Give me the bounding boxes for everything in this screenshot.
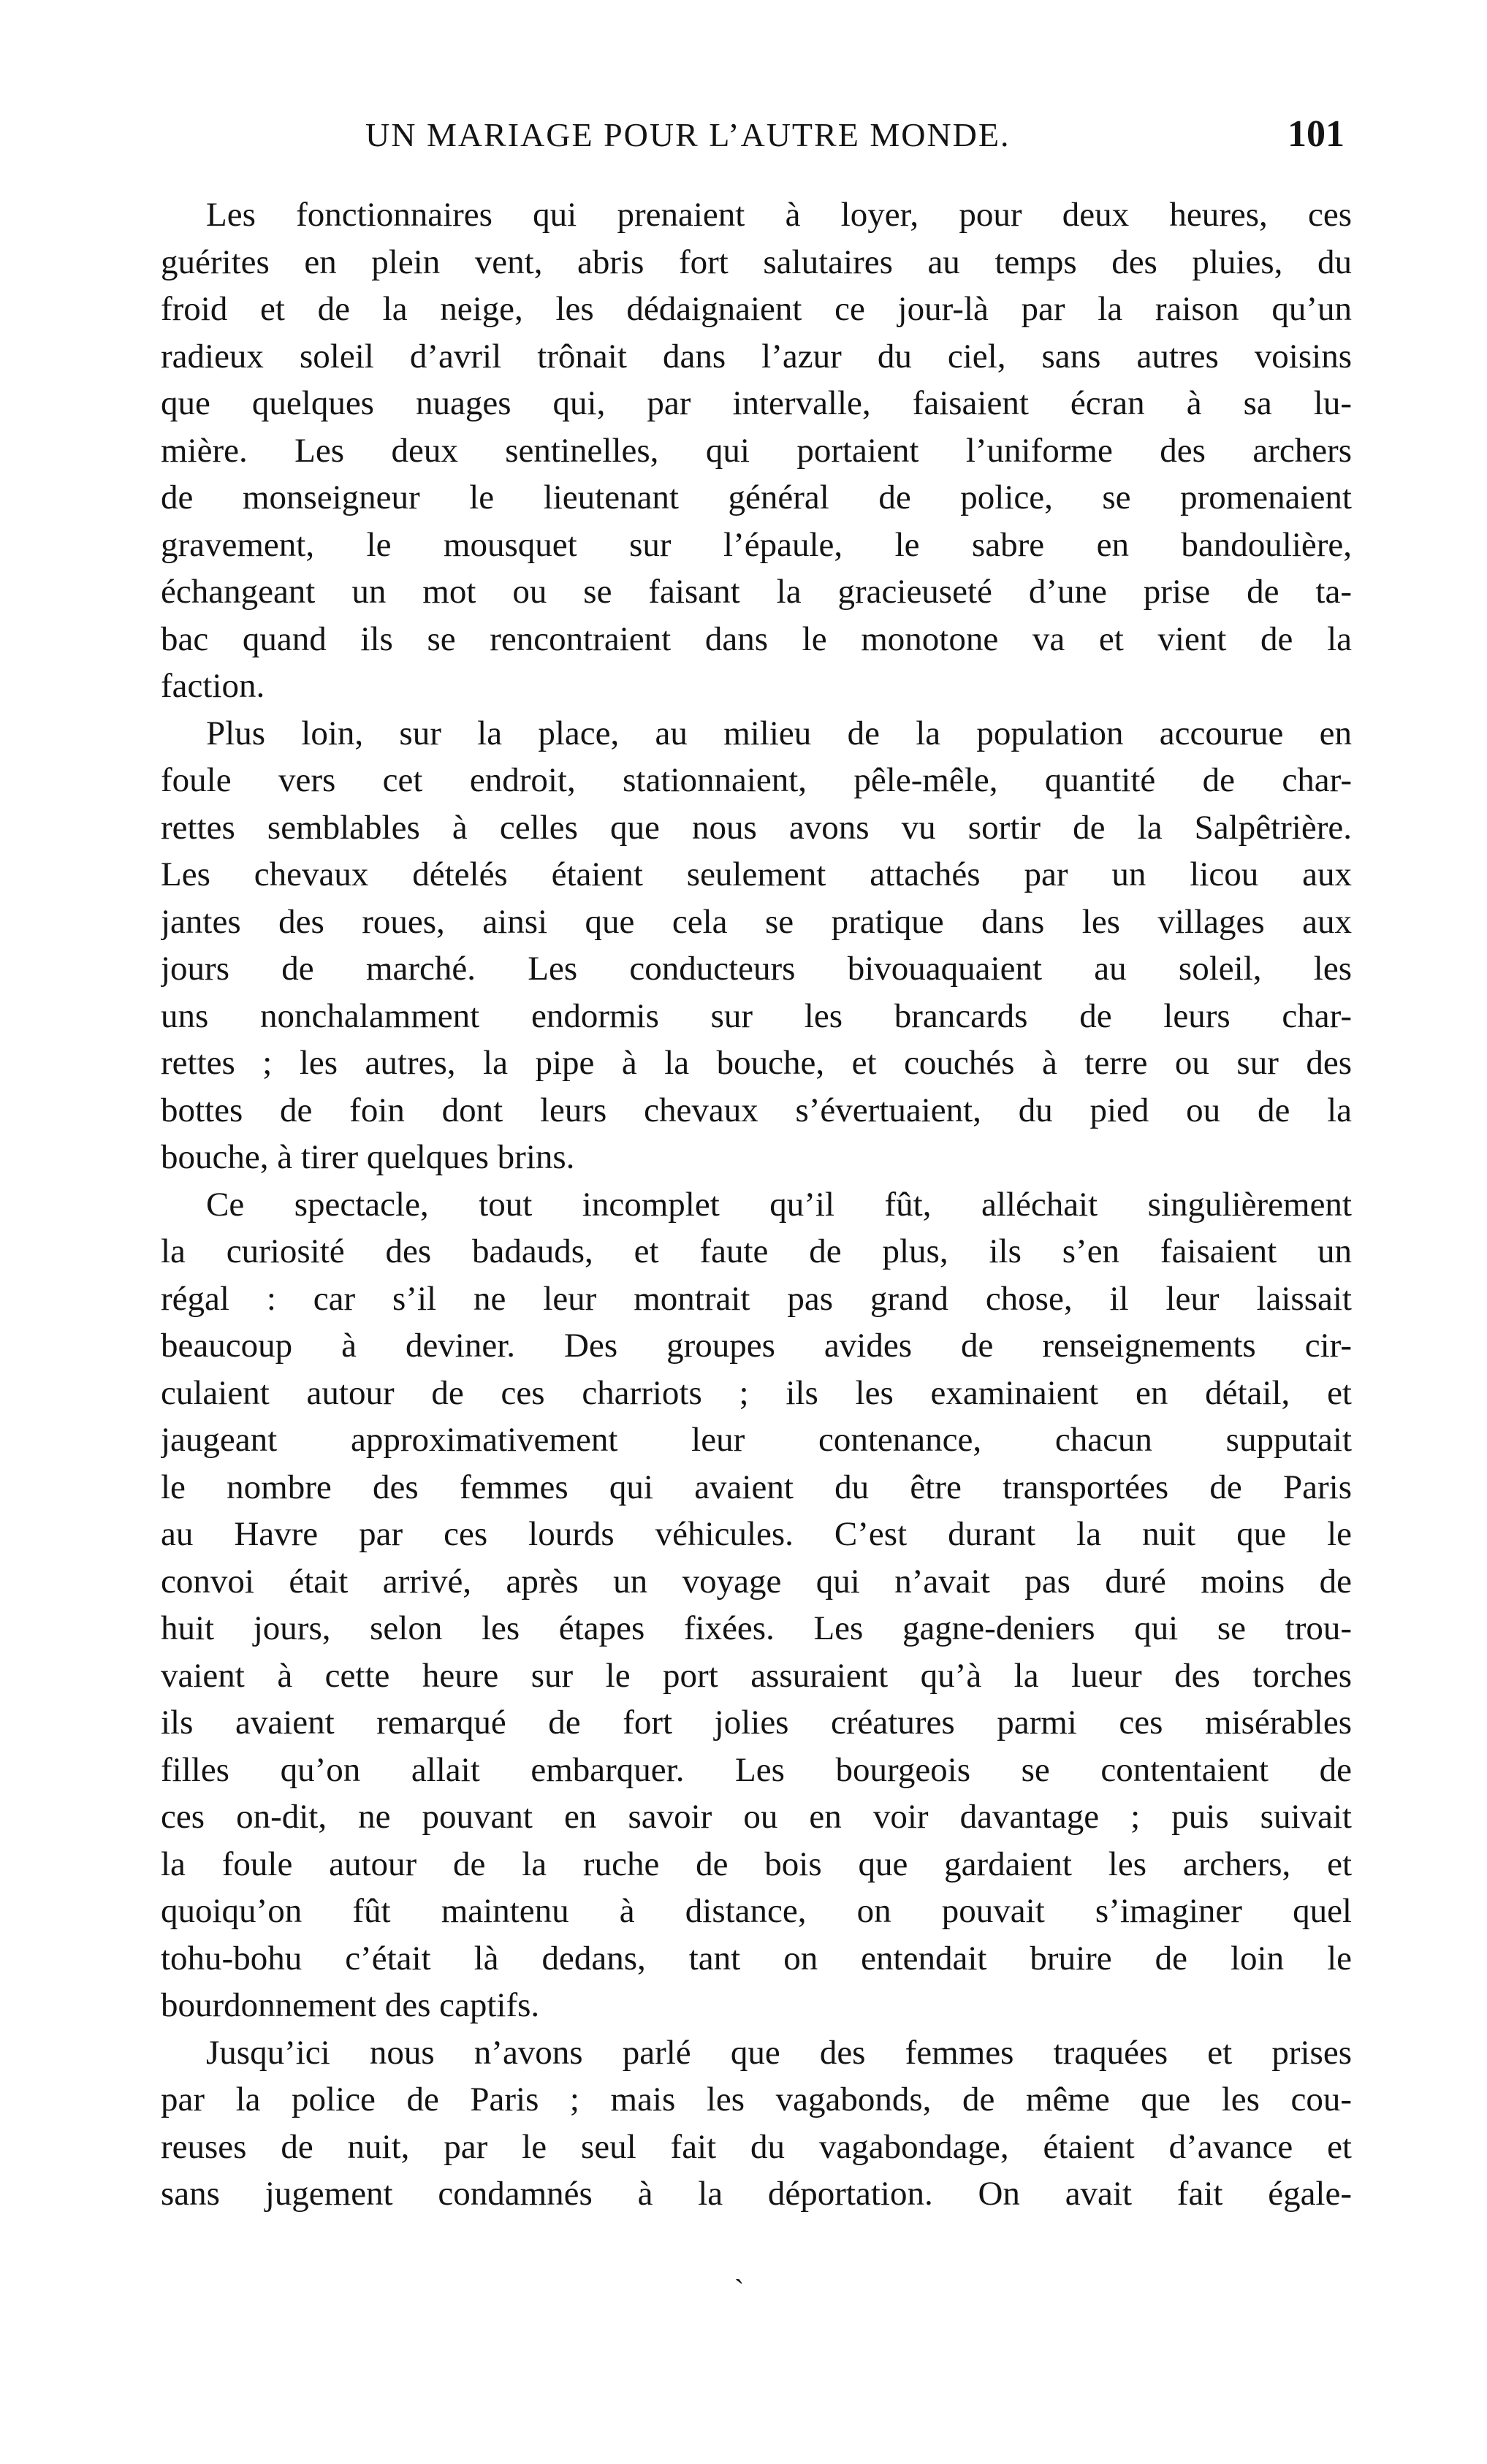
- body-text: [161, 191, 1352, 2218]
- text-line: guérites en plein vent, abris fort salutaires au temps des pluies, du: [161, 243, 1352, 281]
- text-line: au Havre par ces lourds véhicules. C’est durant la nuit que le: [161, 1515, 1352, 1553]
- text-line: faction.: [161, 667, 265, 705]
- text-line: quoiqu’on fût maintenu à distance, on pouvait s’imaginer quel: [161, 1892, 1352, 1930]
- text-line: ces on-dit, ne pouvant en savoir ou en voir davantage ; puis suivait: [161, 1798, 1352, 1836]
- text-line: Les fonctionnaires qui prenaient à loyer, pour deux heures, ces: [206, 196, 1352, 234]
- page-number: 101: [1288, 113, 1345, 155]
- text-line: échangeant un mot ou se faisant la gracieuseté d’une prise de ta-: [161, 573, 1352, 611]
- text-line: uns nonchalamment endormis sur les brancards de leurs char-: [161, 996, 1352, 1035]
- paragraph: [161, 710, 1352, 1181]
- text-line: que quelques nuages qui, par intervalle, faisaient écran à sa lu-: [161, 384, 1352, 422]
- text-line: la foule autour de la ruche de bois que gardaient les archers, et: [161, 1845, 1352, 1883]
- text-line: vaient à cette heure sur le port assuraient qu’à la lueur des torches: [161, 1656, 1352, 1695]
- text-line: jours de marché. Les conducteurs bivouaquaient au soleil, les: [161, 950, 1352, 988]
- text-line: sans jugement condamnés à la déportation. On avait fait égale-: [161, 2175, 1352, 2213]
- text-line: bourdonnement des captifs.: [161, 1986, 540, 2024]
- text-line: bac quand ils se rencontraient dans le monotone va et vient de la: [161, 619, 1352, 658]
- text-line: convoi était arrivé, après un voyage qui n’avait pas duré moins de: [161, 1562, 1352, 1601]
- text-line: la curiosité des badauds, et faute de plus, ils s’en faisaient un: [161, 1232, 1352, 1270]
- text-line: Ce spectacle, tout incomplet qu’il fût, alléchait singulièrement: [206, 1185, 1352, 1224]
- text-line: beaucoup à deviner. Des groupes avides de renseignements cir-: [161, 1327, 1352, 1365]
- text-line: Jusqu’ici nous n’avons parlé que des femmes traquées et prises: [206, 2033, 1352, 2072]
- text-line: jaugeant approximativement leur contenance, chacun supputait: [161, 1421, 1352, 1459]
- text-line: rettes ; les autres, la pipe à la bouche, et couchés à terre ou sur des: [161, 1044, 1352, 1082]
- text-line: reuses de nuit, par le seul fait du vagabondage, étaient d’avance et: [161, 2127, 1352, 2166]
- text-line: jantes des roues, ainsi que cela se pratique dans les villages aux: [161, 902, 1352, 941]
- text-line: huit jours, selon les étapes fixées. Les gagne-deniers qui se trou-: [161, 1609, 1352, 1647]
- text-line: froid et de la neige, les dédaignaient ce jour-là par la raison qu’un: [161, 290, 1352, 328]
- paragraph: [161, 1181, 1352, 2029]
- text-line: foule vers cet endroit, stationnaient, pêle-mêle, quantité de char-: [161, 761, 1352, 799]
- text-line: bouche, à tirer quelques brins.: [161, 1138, 575, 1176]
- text-line: ils avaient remarqué de fort jolies créatures parmi ces misérables: [161, 1704, 1352, 1742]
- text-line: filles qu’on allait embarquer. Les bourgeois se contentaient de: [161, 1750, 1352, 1789]
- text-line: Plus loin, sur la place, au milieu de la population accourue en: [206, 714, 1352, 752]
- text-line: par la police de Paris ; mais les vagabonds, de même que les cou-: [161, 2080, 1352, 2118]
- text-line: bottes de foin dont leurs chevaux s’évertuaient, du pied ou de la: [161, 1091, 1352, 1129]
- text-line: culaient autour de ces charriots ; ils les examinaient en détail, et: [161, 1373, 1352, 1412]
- text-line: de monseigneur le lieutenant général de police, se promenaient: [161, 478, 1352, 516]
- text-line: radieux soleil d’avril trônait dans l’azur du ciel, sans autres voisins: [161, 337, 1352, 375]
- text-line: mière. Les deux sentinelles, qui portaient l’uniforme des archers: [161, 431, 1352, 470]
- text-line: le nombre des femmes qui avaient du être transportées de Paris: [161, 1468, 1352, 1506]
- text-line: Les chevaux dételés étaient seulement attachés par un licou aux: [161, 855, 1352, 893]
- running-title: UN MARIAGE POUR L’AUTRE MONDE.: [365, 116, 1011, 153]
- footer-mark: `: [734, 2273, 745, 2306]
- text-line: gravement, le mousquet sur l’épaule, le sabre en bandoulière,: [161, 525, 1352, 564]
- text-line: régal : car s’il ne leur montrait pas grand chose, il leur laissait: [161, 1279, 1352, 1318]
- text-line: tohu-bohu c’était là dedans, tant on entendait bruire de loin le: [161, 1939, 1352, 1977]
- running-head: [161, 110, 1345, 168]
- text-line: rettes semblables à celles que nous avons vu sortir de la Salpêtrière.: [161, 808, 1352, 847]
- paragraph: [161, 2029, 1352, 2218]
- paragraph: [161, 191, 1352, 710]
